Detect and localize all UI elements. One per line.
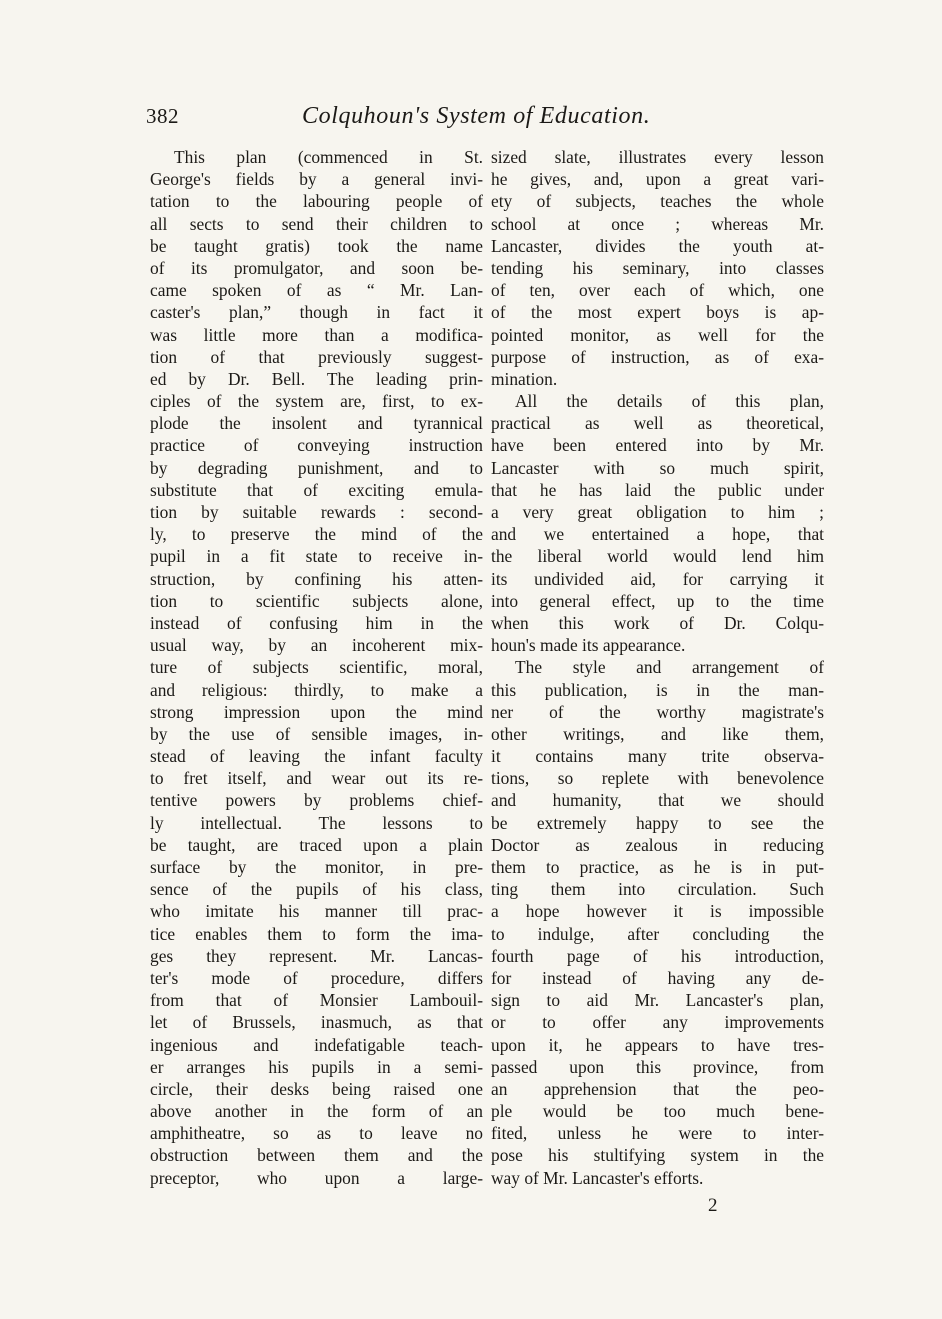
right-column-line: All the details of this plan, [515, 391, 824, 412]
left-column-line: stead of leaving the infant faculty [150, 746, 483, 767]
right-column-line: that he has laid the public under [491, 479, 824, 500]
left-column-line: substitute that of exciting emula- [150, 479, 483, 500]
left-column-line: ly intellectual. The lessons to [150, 812, 483, 833]
right-column-line: them to practice, as he is in put- [491, 857, 824, 877]
left-column-line: ges they represent. Mr. Lancas- [150, 945, 483, 966]
left-column-line: circle, their desks being raised one [150, 1078, 483, 1099]
left-column-line: tion of that previously suggest- [150, 346, 483, 367]
left-column-line: be taught gratis) took the name [150, 235, 483, 256]
right-column-line: of the most expert boys is ap- [491, 302, 824, 323]
left-column-line: be taught, are traced upon a plain [150, 834, 483, 855]
running-title: Colquhoun's System of Education. [302, 103, 651, 129]
right-column-line: ple would be too much bene- [491, 1101, 824, 1122]
signature-mark: 2 [708, 1195, 718, 1216]
left-column-line: above another in the form of an [150, 1101, 483, 1122]
left-column-line: sence of the pupils of his class, [150, 879, 483, 900]
right-column-line: Lancaster with so much spirit, [491, 457, 824, 478]
left-column-line: tion by suitable rewards : second- [150, 502, 483, 522]
right-column-line: or to offer any improvements [491, 1012, 824, 1033]
right-column-line: into general effect, up to the time [491, 590, 824, 611]
left-column-line: George's fields by a general invi- [150, 169, 483, 190]
left-column-line: ter's mode of procedure, differs [150, 967, 483, 988]
left-column-line: was little more than a modifica- [150, 324, 483, 345]
right-column-line: Lancaster, divides the youth at- [491, 235, 824, 256]
left-column-line: came spoken of as “ Mr. Lan- [150, 280, 483, 301]
right-column-line: sized slate, illustrates every lesson [491, 147, 824, 167]
left-column-line: ingenious and indefatigable teach- [150, 1034, 483, 1055]
page-header [146, 100, 818, 140]
left-column-line: practice of conveying instruction [150, 435, 483, 456]
left-column-line: struction, by confining his atten- [150, 568, 483, 589]
left-column-line: to fret itself, and wear out its re- [150, 768, 483, 789]
left-column-line: This plan (commenced in St. [174, 147, 483, 167]
left-column-line: who imitate his manner till prac- [150, 901, 483, 922]
right-column-line: way of Mr. Lancaster's efforts. [491, 1167, 704, 1188]
right-column-line: sign to aid Mr. Lancaster's plan, [491, 990, 824, 1011]
right-column-line: tions, so replete with benevolence [491, 768, 824, 789]
left-column-line: ed by Dr. Bell. The leading prin- [150, 368, 483, 389]
left-column-line: tentive powers by problems chief- [150, 790, 483, 811]
right-column-line: be extremely happy to see the [491, 812, 824, 833]
right-column-line: of ten, over each of which, one [491, 280, 824, 301]
left-column-line: tion to scientific subjects alone, [150, 590, 483, 611]
left-column-line: and religious: thirdly, to make a [150, 679, 483, 700]
right-column-line: it contains many trite observa- [491, 746, 824, 767]
right-column-line: ting them into circulation. Such [491, 879, 824, 900]
right-column-line: mination. [491, 368, 558, 389]
left-column-line: preceptor, who upon a large- [150, 1167, 483, 1188]
right-column-line: a very great obligation to him ; [491, 502, 824, 522]
right-column-line: fourth page of his introduction, [491, 945, 824, 966]
right-column-line: to indulge, after concluding the [491, 923, 824, 944]
left-column-line: of its promulgator, and soon be- [150, 257, 483, 278]
right-column-line: other writings, and like them, [491, 723, 824, 744]
right-column-line: practical as well as theoretical, [491, 413, 824, 434]
right-column-line: purpose of instruction, as of exa- [491, 346, 824, 367]
right-column-line: and we entertained a hope, that [491, 524, 824, 545]
left-column-line: tice enables them to form the ima- [150, 923, 483, 944]
left-column-line: by degrading punishment, and to [150, 457, 483, 478]
right-column-line: and humanity, that we should [491, 790, 824, 811]
right-column-line: passed upon this province, from [491, 1056, 824, 1077]
right-column-line: tending his seminary, into classes [491, 257, 824, 278]
left-column-line: pupil in a fit state to receive in- [150, 546, 483, 567]
left-column-line: from that of Monsier Lambouil- [150, 990, 483, 1011]
right-column-line: when this work of Dr. Colqu- [491, 612, 824, 633]
right-column-line: for instead of having any de- [491, 967, 824, 988]
right-column-line: houn's made its appearance. [491, 635, 686, 656]
page-number: 382 [146, 104, 179, 128]
right-column-line: ner of the worthy magistrate's [491, 701, 824, 722]
left-column-line: usual way, by an incoherent mix- [150, 635, 483, 656]
left-column-line: by the use of sensible images, in- [150, 723, 483, 744]
right-column-line: pointed monitor, as well for the [491, 324, 824, 345]
left-column-line: ciples of the system are, first, to ex- [150, 391, 483, 412]
left-column-line: ly, to preserve the mind of the [150, 524, 483, 545]
left-column-line: tation to the labouring people of [150, 191, 483, 212]
left-column-line: er arranges his pupils in a semi- [150, 1056, 483, 1077]
right-column-line: have been entered into by Mr. [491, 435, 824, 456]
left-column-line: all sects to send their children to [150, 213, 483, 234]
right-column-line: its undivided aid, for carrying it [491, 568, 824, 589]
right-column-line: The style and arrangement of [515, 657, 824, 678]
left-column-line: let of Brussels, inasmuch, as that [150, 1012, 483, 1033]
left-column-line: instead of confusing him in the [150, 612, 483, 633]
right-column-line: an apprehension that the peo- [491, 1078, 824, 1099]
left-column-line: obstruction between them and the [150, 1145, 483, 1166]
left-column-line: surface by the monitor, in pre- [150, 857, 483, 877]
right-column-line: Doctor as zealous in reducing [491, 834, 824, 855]
right-column-line: a hope however it is impossible [491, 901, 824, 922]
right-column-line: school at once ; whereas Mr. [491, 213, 824, 234]
left-column-line: amphitheatre, so as to leave no [150, 1123, 483, 1144]
right-column-line: the liberal world would lend him [491, 546, 824, 567]
right-column-line: this publication, is in the man- [491, 679, 824, 700]
right-column-line: fited, unless he were to inter- [491, 1123, 824, 1144]
left-column [150, 146, 483, 1189]
left-column-line: strong impression upon the mind [150, 701, 483, 722]
left-column-line: plode the insolent and tyrannical [150, 413, 483, 434]
left-column-line: ture of subjects scientific, moral, [150, 657, 483, 678]
left-column-line: caster's plan,” though in fact it [150, 302, 483, 323]
right-column-line: he gives, and, upon a great vari- [491, 169, 824, 190]
right-column [491, 146, 824, 1189]
right-column-line: upon it, he appears to have tres- [491, 1034, 824, 1055]
right-column-line: ety of subjects, teaches the whole [491, 191, 824, 212]
right-column-line: pose his stultifying system in the [491, 1145, 824, 1166]
